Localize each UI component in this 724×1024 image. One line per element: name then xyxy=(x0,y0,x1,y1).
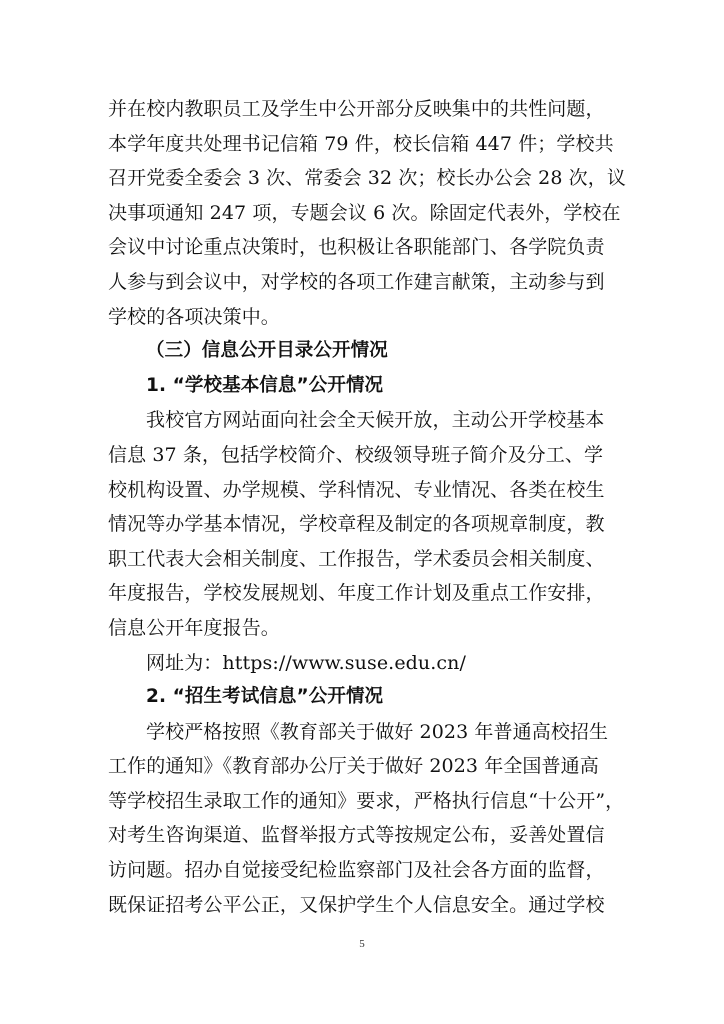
body-line: 情况等办学基本情况，学校章程及制定的各项规章制度，教 xyxy=(108,513,605,536)
body-line: 既保证招考公平公正，又保护学生个人信息安全。通过学校 xyxy=(108,893,605,916)
body-line: 校机构设置、办学规模、学科情况、专业情况、各类在校生 xyxy=(108,478,605,501)
section-heading: （三）信息公开目录公开情况 xyxy=(146,340,388,362)
body-line: 并在校内教职员工及学生中公开部分反映集中的共性问题， xyxy=(108,98,605,120)
body-line: 决事项通知 247 项，专题会议 6 次。除固定代表外，学校在 xyxy=(108,201,621,224)
website-url-line: 网址为：https://www.suse.edu.cn/ xyxy=(146,651,466,674)
body-line: 人参与到会议中，对学校的各项工作建言献策，主动参与到 xyxy=(108,270,605,293)
document-body xyxy=(108,92,626,922)
body-line: 信息 37 条，包括学校简介、校级领导班子简介及分工、学 xyxy=(108,443,604,466)
body-line: 访问题。招办自觉接受纪检监察部门及社会各方面的监督， xyxy=(108,859,605,882)
body-line: 对考生咨询渠道、监督举报方式等按规定公布，妥善处置信 xyxy=(108,824,605,847)
subsection-heading: 1. “学校基本信息”公开情况 xyxy=(146,374,384,396)
subsection-heading: 2. “招生考试信息”公开情况 xyxy=(146,686,384,708)
body-line: 年度报告，学校发展规划、年度工作计划及重点工作安排， xyxy=(108,582,605,605)
paragraph-first-line: 我校官方网站面向社会全天候开放，主动公开学校基本 xyxy=(146,409,605,432)
body-line: 信息公开年度报告。 xyxy=(108,616,280,639)
body-line: 召开党委全委会 3 次、常委会 32 次；校长办公会 28 次，议 xyxy=(108,167,626,190)
page-number: 5 xyxy=(359,938,365,950)
body-line: 本学年度共处理书记信箱 79 件，校长信箱 447 件；学校共 xyxy=(108,132,614,155)
paragraph-first-line: 学校严格按照《教育部关于做好 2023 年普通高校招生 xyxy=(146,720,609,743)
body-line: 工作的通知》《教育部办公厅关于做好 2023 年全国普通高 xyxy=(108,755,599,778)
body-line: 职工代表大会相关制度、工作报告，学术委员会相关制度、 xyxy=(108,547,605,570)
body-line: 会议中讨论重点决策时，也积极让各职能部门、各学院负责 xyxy=(108,236,605,259)
body-line: 等学校招生录取工作的通知》要求，严格执行信息“十公开”， xyxy=(108,789,625,812)
body-line: 学校的各项决策中。 xyxy=(108,305,280,328)
